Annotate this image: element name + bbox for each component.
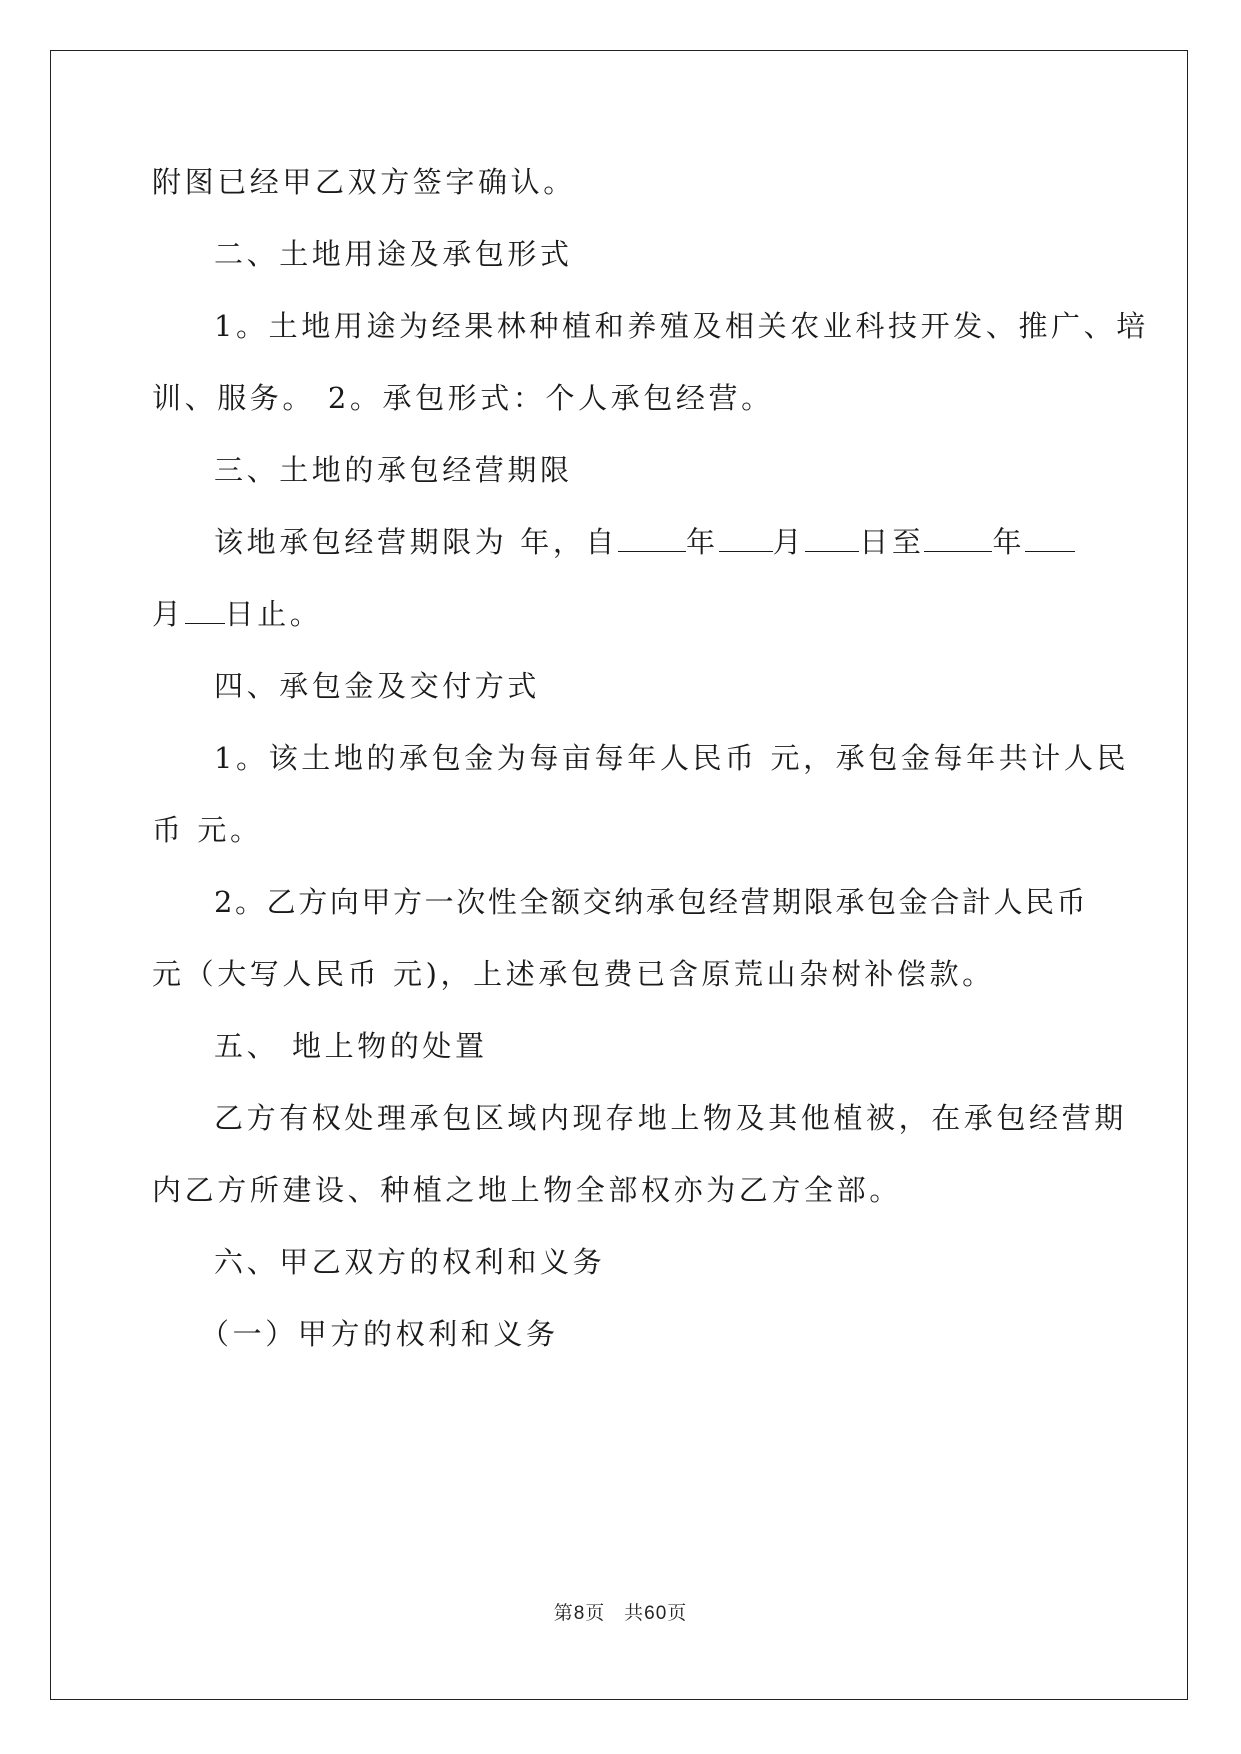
blank-field [805, 523, 859, 552]
section-heading: 四、承包金及交付方式 [214, 669, 541, 703]
year-text: 年 [992, 525, 1026, 559]
month-text: 月 [772, 525, 806, 559]
blank-field [719, 523, 773, 552]
paragraph-line: 币 元。 [152, 813, 263, 847]
day-to-text: 日至 [859, 525, 925, 559]
end-text: 日止。 [224, 597, 323, 631]
section-heading: 二、土地用途及承包形式 [214, 237, 573, 271]
paragraph-line: 元（大写人民币 元)，上述承包费已含原荒山杂树补偿款。 [152, 957, 995, 991]
paragraph-line: 附图已经甲乙双方签字确认。 [152, 165, 576, 199]
page-footer [0, 1598, 1241, 1625]
year-text: 年 [686, 525, 719, 559]
term-end-line [152, 594, 322, 634]
blank-field [185, 595, 225, 624]
subsection-heading: （一）甲方的权利和义务 [200, 1317, 559, 1351]
paragraph-line: 乙方有权处理承包区域内现存地上物及其他植被，在承包经营期 [214, 1101, 1127, 1135]
page-number: 第8页 [553, 1603, 606, 1624]
paragraph-line: 内乙方所建设、种植之地上物全部权亦为乙方全部。 [152, 1173, 902, 1207]
paragraph-line: 1。土地用途为经果林种植和养殖及相关农业科技开发、推广、培 [214, 309, 1149, 343]
page-border [50, 50, 1188, 1700]
section-heading: 五、 地上物的处置 [214, 1029, 488, 1063]
section-heading: 三、土地的承包经营期限 [214, 453, 573, 487]
blank-field [1025, 523, 1075, 552]
term-text: 该地承包经营期限为 年，自 [214, 525, 619, 559]
term-period-line [214, 522, 1075, 562]
month-text: 月 [152, 597, 185, 631]
blank-field [618, 523, 686, 552]
blank-field [924, 523, 992, 552]
paragraph-line: 1。该土地的承包金为每亩每年人民币 元，承包金每年共计人民 [214, 741, 1130, 775]
page-total: 共60页 [624, 1603, 688, 1624]
paragraph-line: 训、服务。 2。承包形式：个人承包经营。 [152, 381, 774, 415]
section-heading: 六、甲乙双方的权利和义务 [214, 1245, 606, 1279]
paragraph-line: 2。乙方向甲方一次性全额交纳承包经营期限承包金合計人民币 [214, 885, 1089, 919]
